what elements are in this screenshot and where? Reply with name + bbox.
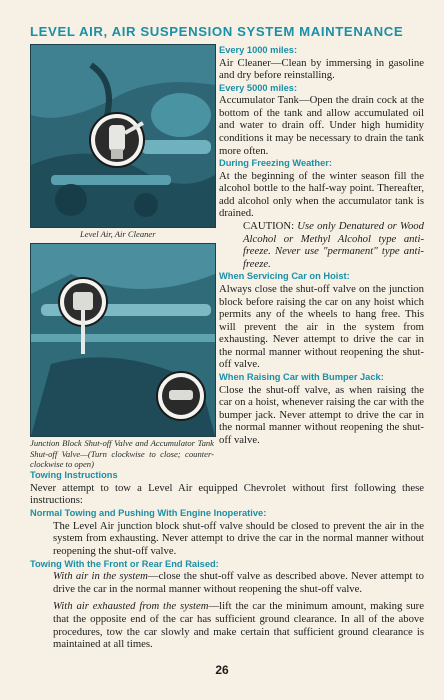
towing-raised-p1-italic: With air in the system [53,570,148,583]
towing-raised-heading: Towing With the Front or Rear End Raised: [30,558,219,569]
junction-block-caption: Junction Block Shut-off Valve and Accumulator Tank Shut-off Valve—(Turn clockwise to close; counter-clockwise to open) [30,438,214,469]
towing-raised-p2-italic: With air exhausted from the system [53,600,209,613]
section-freezing-text: At the beginning of the winter season fill the alcohol bottle to the half-way point. Thereafter, add alcohol only when the accumulator tank is drained. [219,169,424,220]
section-freezing-heading: During Freezing Weather: [219,158,332,169]
section-hoist-heading: When Servicing Car on Hoist: [219,271,350,282]
junction-block-illustration [31,244,215,436]
junction-block-photo [30,243,216,437]
page-number: 26 [215,663,229,677]
towing-raised-p1-text: —close the shut-off valve as described above. Never attempt to drive the car in the normal manner without reopening the shut-off valve. [53,570,424,596]
section-bumper-jack-text: Close the shut-off valve, as when raising the car on a hoist, whenever raising the car with the bumper jack. Never attempt to drive the car in the normal manner without reopening the shut-off valve. [219,383,424,446]
section-every-1000-heading: Every 1000 miles: [219,45,298,55]
caution-note [243,220,424,270]
towing-inoperative-heading: Normal Towing and Pushing With Engine Inoperative: [30,508,267,519]
section-every-1000-text: Air Cleaner—Clean by immersing in gasoline and dry before reinstalling. [219,56,424,82]
towing-text: Never attempt to tow a Level Air equipped Chevrolet without first following these instructions: [30,481,424,507]
section-bumper-jack-heading: When Raising Car with Bumper Jack: [219,372,384,383]
towing-raised-paragraph-1 [53,570,424,596]
section-every-5000-text: Accumulator Tank—Open the drain cock at the bottom of the tank and allow accumulated oil and water to drain off. Under high humidity conditions it may be necessary to drain the tank more often. [219,94,424,157]
caution-text: Use only Denatured or Wood Alcohol or Methyl Alcohol type anti-freeze. Never use "permanent" type anti-freeze. [243,220,424,270]
towing-heading: Towing Instructions [30,470,118,480]
towing-raised-paragraph-2 [53,600,424,651]
section-every-5000-heading: Every 5000 miles: [219,82,298,93]
air-cleaner-photo [30,44,216,228]
air-cleaner-caption: Level Air, Air Cleaner [80,229,156,239]
section-hoist-text: Always close the shut-off valve on the junction block before raising the car on any hoist which permits any of the wheels to hang free. This will prevent the air in the system from exhausting. Never attempt to drive the car in the normal manner without reopening the shut-off valve. [219,282,424,371]
towing-section [30,469,424,651]
towing-raised-p2-text: —lift the car the minimum amount, making sure that the opposite end of the car has sufficient ground clearance. In all of the above procedures, tow the car slowly and make certain that sufficient ground clearance is maintained at all times. [53,600,424,651]
towing-inoperative-text: The Level Air junction block shut-off valve should be closed to prevent the air in the system from exhausting. Never attempt to drive the car in the normal manner without reopening the shut-off valve. [53,519,424,558]
right-column [219,44,424,447]
caution-label: CAUTION: [243,220,295,233]
engine-illustration [31,45,215,227]
page-title: LEVEL AIR, AIR SUSPENSION SYSTEM MAINTENANCE [30,24,404,39]
